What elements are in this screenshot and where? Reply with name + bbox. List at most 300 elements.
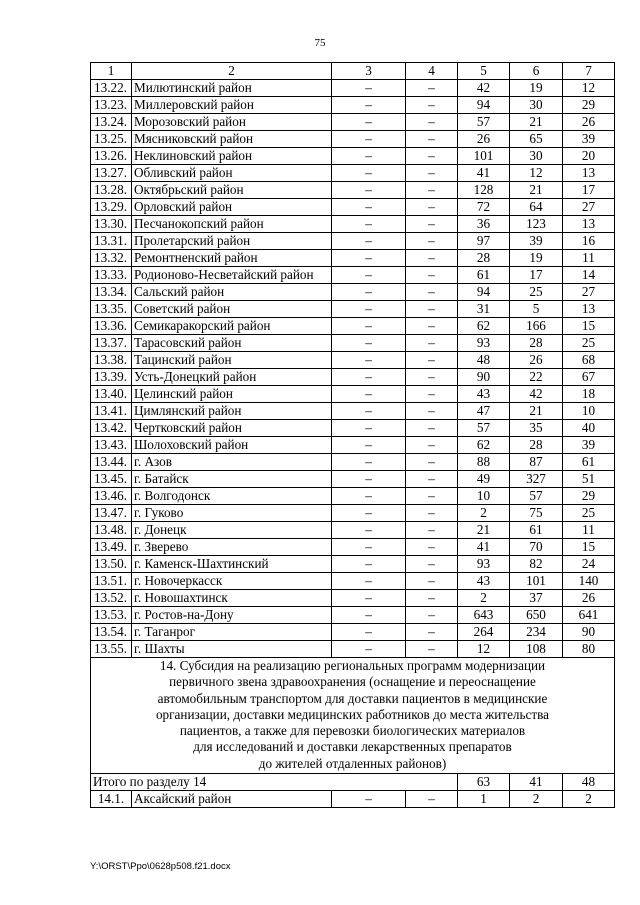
row-cell: – [332, 624, 406, 641]
row-cell: 40 [563, 420, 615, 437]
row-cell: – [332, 250, 406, 267]
table-row [91, 488, 615, 505]
table-row [91, 607, 615, 624]
section-line: для исследований и доставки лекарственных препаратов [193, 739, 512, 755]
row-code: 13.22. [91, 80, 132, 97]
row-cell: 17 [510, 267, 563, 284]
row-code: 13.26. [91, 148, 132, 165]
table-row [91, 437, 615, 454]
row-code: 13.44. [91, 454, 132, 471]
row-name: Мясниковский район [132, 131, 332, 148]
row-cell: 39 [563, 437, 615, 454]
file-path-footer: Y:\ORST\Ppo\0628p508.f21.docx [90, 861, 231, 872]
row-cell: 21 [510, 114, 563, 131]
row-name: Ремонтненский район [132, 250, 332, 267]
table-row [91, 233, 615, 250]
row-cell: 41 [458, 539, 510, 556]
row-cell: – [332, 437, 406, 454]
table-row [91, 624, 615, 641]
row-cell: 36 [458, 216, 510, 233]
row-cell: 49 [458, 471, 510, 488]
row-cell: 2 [563, 791, 615, 808]
row-cell: – [406, 80, 458, 97]
row-code: 13.41. [91, 403, 132, 420]
row-cell: 51 [563, 471, 615, 488]
row-cell: 20 [563, 148, 615, 165]
row-cell: 641 [563, 607, 615, 624]
table-row [91, 284, 615, 301]
row-code: 13.53. [91, 607, 132, 624]
table-row [91, 573, 615, 590]
table-row [91, 131, 615, 148]
row-name: г. Шахты [132, 641, 332, 658]
row-cell: 10 [563, 403, 615, 420]
row-cell: – [406, 607, 458, 624]
row-cell: – [406, 471, 458, 488]
row-cell: 15 [563, 539, 615, 556]
row-cell: – [406, 250, 458, 267]
row-cell: – [406, 573, 458, 590]
header-cell: 6 [510, 63, 563, 80]
row-cell: – [406, 114, 458, 131]
row-code: 13.33. [91, 267, 132, 284]
row-cell: – [406, 641, 458, 658]
total-cell: 63 [458, 774, 510, 791]
total-label: Итого по разделу 14 [91, 774, 458, 791]
total-cell: 41 [510, 774, 563, 791]
row-cell: 48 [458, 352, 510, 369]
table-row [91, 97, 615, 114]
row-cell: – [406, 182, 458, 199]
row-name: Сальский район [132, 284, 332, 301]
row-cell: – [332, 165, 406, 182]
table-row [91, 420, 615, 437]
row-code: 13.35. [91, 301, 132, 318]
row-cell: – [406, 131, 458, 148]
row-code: 13.52. [91, 590, 132, 607]
total-cell: 48 [563, 774, 615, 791]
section-line: автомобильным транспортом для доставки пациентов в медицинские [157, 690, 548, 706]
table-row [91, 301, 615, 318]
row-cell: 11 [563, 522, 615, 539]
row-code: 13.23. [91, 97, 132, 114]
row-cell: 108 [510, 641, 563, 658]
row-cell: – [332, 284, 406, 301]
row-cell: 57 [458, 420, 510, 437]
row-cell: – [332, 301, 406, 318]
row-name: Милютинский район [132, 80, 332, 97]
row-cell: 29 [563, 488, 615, 505]
row-cell: 24 [563, 556, 615, 573]
row-cell: – [406, 386, 458, 403]
row-cell: 2 [458, 590, 510, 607]
row-cell: – [332, 556, 406, 573]
row-code: 13.47. [91, 505, 132, 522]
row-cell: 61 [563, 454, 615, 471]
row-cell: – [406, 791, 458, 808]
row-cell: – [406, 624, 458, 641]
row-cell: 90 [458, 369, 510, 386]
row-cell: 62 [458, 318, 510, 335]
row-cell: – [332, 148, 406, 165]
row-cell: 72 [458, 199, 510, 216]
row-cell: – [332, 522, 406, 539]
row-cell: 13 [563, 216, 615, 233]
total-row [91, 774, 615, 791]
row-cell: 26 [563, 114, 615, 131]
row-cell: – [406, 267, 458, 284]
row-name: Шолоховский район [132, 437, 332, 454]
row-cell: 21 [510, 182, 563, 199]
row-cell: – [332, 131, 406, 148]
row-cell: 650 [510, 607, 563, 624]
row-cell: – [406, 97, 458, 114]
table-row [91, 505, 615, 522]
row-name: г. Гуково [132, 505, 332, 522]
header-row [91, 63, 615, 80]
row-name: Советский район [132, 301, 332, 318]
row-cell: 93 [458, 335, 510, 352]
row-cell: – [332, 182, 406, 199]
row-cell: 39 [563, 131, 615, 148]
row-code: 13.27. [91, 165, 132, 182]
row-cell: – [332, 590, 406, 607]
table-row [91, 352, 615, 369]
row-cell: 43 [458, 573, 510, 590]
row-code: 13.54. [91, 624, 132, 641]
row-cell: 123 [510, 216, 563, 233]
row-cell: 10 [458, 488, 510, 505]
row-name: г. Волгодонск [132, 488, 332, 505]
row-name: Аксайский район [132, 791, 332, 808]
header-cell: 2 [132, 63, 332, 80]
header-cell: 3 [332, 63, 406, 80]
row-code: 13.29. [91, 199, 132, 216]
row-name: г. Новочеркасск [132, 573, 332, 590]
row-cell: 166 [510, 318, 563, 335]
row-code: 13.32. [91, 250, 132, 267]
row-cell: – [406, 148, 458, 165]
header-cell: 7 [563, 63, 615, 80]
row-cell: – [332, 641, 406, 658]
row-cell: 101 [458, 148, 510, 165]
row-cell: 5 [510, 301, 563, 318]
section-line: пациентов, а также для перевозки биологических материалов [179, 723, 526, 739]
row-name: Морозовский район [132, 114, 332, 131]
row-code: 13.49. [91, 539, 132, 556]
row-cell: 21 [458, 522, 510, 539]
table-row [91, 165, 615, 182]
row-cell: – [406, 454, 458, 471]
row-cell: 27 [563, 284, 615, 301]
row-cell: – [406, 352, 458, 369]
section-line: до жителей отдаленных районов) [258, 755, 447, 771]
row-cell: 28 [510, 335, 563, 352]
row-cell: 13 [563, 165, 615, 182]
table-row [91, 369, 615, 386]
row-cell: 94 [458, 284, 510, 301]
row-name: Пролетарский район [132, 233, 332, 250]
row-name: г. Зверево [132, 539, 332, 556]
table-row [91, 471, 615, 488]
row-cell: 82 [510, 556, 563, 573]
row-cell: – [406, 284, 458, 301]
table-row [91, 216, 615, 233]
row-cell: – [332, 607, 406, 624]
table-row [91, 335, 615, 352]
row-cell: 26 [563, 590, 615, 607]
row-cell: – [406, 437, 458, 454]
table-row [91, 318, 615, 335]
row-code: 13.37. [91, 335, 132, 352]
row-cell: 70 [510, 539, 563, 556]
row-name: Орловский район [132, 199, 332, 216]
row-cell: 25 [510, 284, 563, 301]
row-cell: 80 [563, 641, 615, 658]
row-cell: 14 [563, 267, 615, 284]
row-cell: 25 [563, 505, 615, 522]
row-cell: 57 [510, 488, 563, 505]
row-cell: – [332, 539, 406, 556]
row-cell: – [332, 352, 406, 369]
row-code: 13.45. [91, 471, 132, 488]
table-row [91, 522, 615, 539]
row-name: Родионово-Несветайский район [132, 267, 332, 284]
row-cell: 15 [563, 318, 615, 335]
row-cell: 27 [563, 199, 615, 216]
row-cell: 47 [458, 403, 510, 420]
row-code: 13.51. [91, 573, 132, 590]
row-code: 13.50. [91, 556, 132, 573]
row-code: 13.38. [91, 352, 132, 369]
row-cell: 29 [563, 97, 615, 114]
row-cell: 31 [458, 301, 510, 318]
row-cell: – [332, 386, 406, 403]
row-cell: 61 [510, 522, 563, 539]
row-cell: 28 [510, 437, 563, 454]
row-cell: – [332, 369, 406, 386]
row-cell: – [332, 80, 406, 97]
table-row [91, 590, 615, 607]
row-cell: – [332, 199, 406, 216]
row-code: 13.55. [91, 641, 132, 658]
row-cell: 16 [563, 233, 615, 250]
row-cell: – [406, 590, 458, 607]
row-code: 13.30. [91, 216, 132, 233]
table-row [91, 791, 615, 808]
row-cell: 64 [510, 199, 563, 216]
row-cell: – [332, 471, 406, 488]
row-cell: 88 [458, 454, 510, 471]
row-code: 13.28. [91, 182, 132, 199]
row-cell: 12 [458, 641, 510, 658]
row-cell: 43 [458, 386, 510, 403]
row-name: Песчанокопский район [132, 216, 332, 233]
row-cell: 12 [563, 80, 615, 97]
row-cell: – [332, 505, 406, 522]
row-code: 13.34. [91, 284, 132, 301]
row-cell: – [406, 556, 458, 573]
row-cell: – [406, 216, 458, 233]
section-heading-row [91, 658, 615, 774]
row-name: Неклиновский район [132, 148, 332, 165]
row-cell: 61 [458, 267, 510, 284]
row-name: Цимлянский район [132, 403, 332, 420]
row-cell: – [332, 420, 406, 437]
row-cell: – [406, 488, 458, 505]
table-row [91, 386, 615, 403]
row-cell: 90 [563, 624, 615, 641]
row-cell: 234 [510, 624, 563, 641]
row-cell: – [406, 199, 458, 216]
table-row [91, 182, 615, 199]
row-code: 13.43. [91, 437, 132, 454]
row-name: г. Новошахтинск [132, 590, 332, 607]
row-cell: 37 [510, 590, 563, 607]
row-name: Чертковский район [132, 420, 332, 437]
row-code: 13.24. [91, 114, 132, 131]
row-cell: 101 [510, 573, 563, 590]
row-cell: 57 [458, 114, 510, 131]
row-name: Целинский район [132, 386, 332, 403]
row-name: г. Таганрог [132, 624, 332, 641]
row-name: Усть-Донецкий район [132, 369, 332, 386]
section-heading [91, 658, 615, 774]
table-row [91, 267, 615, 284]
row-code: 13.46. [91, 488, 132, 505]
row-cell: – [406, 420, 458, 437]
table-row [91, 80, 615, 97]
row-cell: – [332, 267, 406, 284]
table-row [91, 199, 615, 216]
row-cell: 30 [510, 97, 563, 114]
row-cell: – [406, 233, 458, 250]
row-cell: 19 [510, 250, 563, 267]
table-row [91, 539, 615, 556]
header-cell: 4 [406, 63, 458, 80]
row-name: г. Азов [132, 454, 332, 471]
row-cell: – [332, 454, 406, 471]
row-cell: – [332, 233, 406, 250]
row-name: Миллеровский район [132, 97, 332, 114]
row-name: Октябрьский район [132, 182, 332, 199]
row-cell: 21 [510, 403, 563, 420]
row-code: 13.40. [91, 386, 132, 403]
row-cell: 18 [563, 386, 615, 403]
row-cell: 35 [510, 420, 563, 437]
row-cell: 13 [563, 301, 615, 318]
row-cell: 93 [458, 556, 510, 573]
row-cell: 65 [510, 131, 563, 148]
table-row [91, 403, 615, 420]
row-cell: – [406, 403, 458, 420]
row-cell: 87 [510, 454, 563, 471]
section-line: организации, доставки медицинских работников до места жительства [155, 706, 550, 722]
row-cell: 30 [510, 148, 563, 165]
row-name: Тарасовский район [132, 335, 332, 352]
table-row [91, 114, 615, 131]
row-cell: 25 [563, 335, 615, 352]
row-code: 13.42. [91, 420, 132, 437]
row-cell: 67 [563, 369, 615, 386]
row-cell: – [332, 573, 406, 590]
row-cell: – [332, 791, 406, 808]
row-cell: 68 [563, 352, 615, 369]
section-line: первичного звена здравоохранения (оснащение и переоснащение [169, 674, 536, 690]
table-row [91, 148, 615, 165]
row-cell: – [332, 488, 406, 505]
row-cell: – [406, 539, 458, 556]
row-cell: 22 [510, 369, 563, 386]
row-cell: 62 [458, 437, 510, 454]
row-cell: 26 [458, 131, 510, 148]
row-cell: 75 [510, 505, 563, 522]
row-code: 13.31. [91, 233, 132, 250]
row-cell: 1 [458, 791, 510, 808]
row-code: 13.39. [91, 369, 132, 386]
row-cell: – [406, 505, 458, 522]
row-cell: 2 [510, 791, 563, 808]
row-name: г. Ростов-на-Дону [132, 607, 332, 624]
row-cell: – [332, 97, 406, 114]
row-cell: 42 [458, 80, 510, 97]
table-row [91, 641, 615, 658]
row-cell: 41 [458, 165, 510, 182]
row-code: 14.1. [91, 791, 132, 808]
row-cell: – [332, 216, 406, 233]
table-row [91, 556, 615, 573]
row-cell: – [406, 318, 458, 335]
header-cell: 5 [458, 63, 510, 80]
section-line: 14. Субсидия на реализацию региональных программ модернизации [159, 658, 546, 673]
row-cell: 12 [510, 165, 563, 182]
row-code: 13.25. [91, 131, 132, 148]
row-cell: – [406, 165, 458, 182]
header-cell: 1 [91, 63, 132, 80]
row-cell: 140 [563, 573, 615, 590]
row-cell: 128 [458, 182, 510, 199]
row-cell: 643 [458, 607, 510, 624]
row-cell: 97 [458, 233, 510, 250]
page-number: 75 [314, 37, 326, 49]
row-cell: 264 [458, 624, 510, 641]
row-cell: – [406, 301, 458, 318]
row-name: г. Батайск [132, 471, 332, 488]
row-name: Тацинский район [132, 352, 332, 369]
data-table [90, 62, 615, 808]
row-cell: 39 [510, 233, 563, 250]
row-name: Семикаракорский район [132, 318, 332, 335]
row-cell: – [332, 335, 406, 352]
row-cell: – [406, 369, 458, 386]
row-cell: – [406, 522, 458, 539]
row-name: г. Донецк [132, 522, 332, 539]
row-cell: 26 [510, 352, 563, 369]
row-cell: 19 [510, 80, 563, 97]
row-code: 13.36. [91, 318, 132, 335]
row-name: Обливский район [132, 165, 332, 182]
row-name: г. Каменск-Шахтинский [132, 556, 332, 573]
row-cell: 17 [563, 182, 615, 199]
row-cell: 28 [458, 250, 510, 267]
row-cell: – [332, 318, 406, 335]
row-cell: 2 [458, 505, 510, 522]
row-cell: 327 [510, 471, 563, 488]
row-cell: 42 [510, 386, 563, 403]
table-row [91, 250, 615, 267]
row-code: 13.48. [91, 522, 132, 539]
table-row [91, 454, 615, 471]
